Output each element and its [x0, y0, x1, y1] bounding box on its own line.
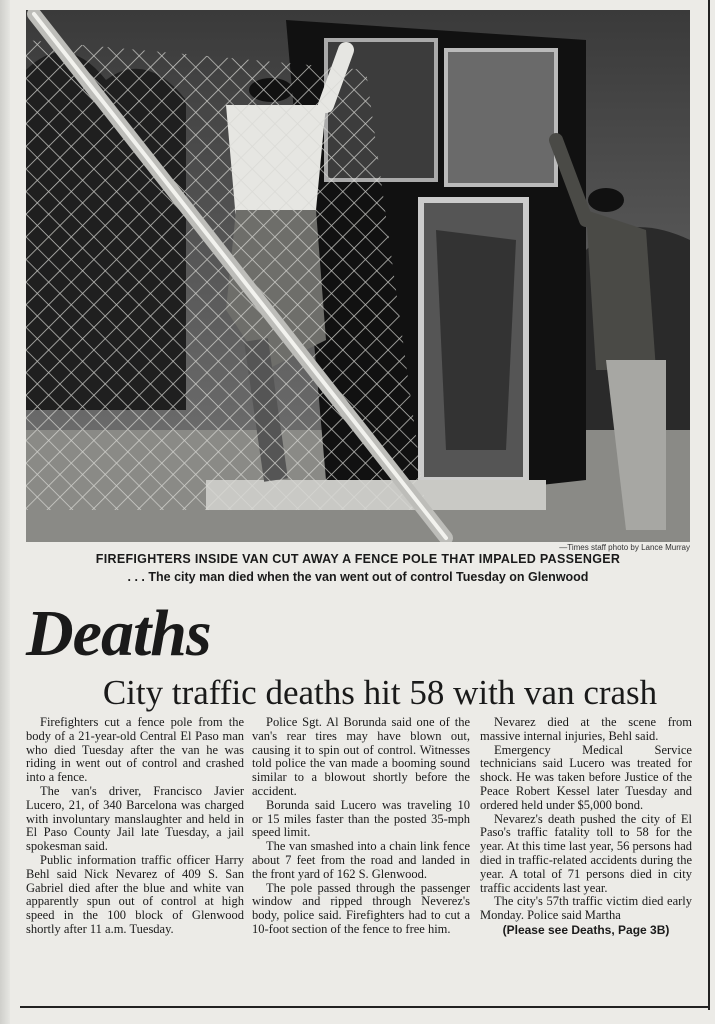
paragraph: Emergency Medical Service technicians said Lucero was treated for shock. He was taken before Justice of the Peace Robert Kessel later Tuesday and ordered held under $5,000 bond.	[480, 742, 692, 812]
paragraph: The pole passed through the passenger window and ripped through Neverez's body, police said. Firefighters had to cut a 10-foot section of the fence to free him.	[252, 880, 470, 936]
paragraph: The van smashed into a chain link fence about 7 feet from the road and landed in the front yard of 162 S. Glenwood.	[252, 839, 470, 881]
article-column-1	[26, 716, 244, 937]
column-rule	[708, 0, 710, 1010]
news-photo	[26, 10, 690, 542]
paragraph: Nevarez's death pushed the city of El Paso's traffic fatality toll to 58 for the year. At this time last year, 56 persons had died in traffic-related accidents during the year. A total of 71 persons died in city traffic accidents last year.	[480, 811, 692, 895]
article-column-3	[480, 716, 692, 938]
paragraph: The van's driver, Francisco Javier Lucero, 21, of 340 Barcelona was charged with involuntary manslaughter and held in El Paso County Jail late Tuesday, a jail spokesman said.	[26, 783, 244, 854]
paragraph: The city's 57th traffic victim died early Monday. Police said Martha	[480, 894, 692, 923]
paragraph: Nevarez died at the scene from massive internal injuries, Behl said.	[480, 715, 692, 743]
section-title: Deaths	[26, 597, 211, 670]
headline: City traffic deaths hit 58 with van crash	[102, 673, 658, 712]
article-column-2	[252, 716, 470, 937]
paragraph: Public information traffic officer Harry Behl said Nick Nevarez of 409 S. San Gabriel died after the blue and white van apparently spun out of control at high speed in the 100 block of Glenwood shortly after 11 a.m. Tuesday.	[26, 852, 244, 936]
photo-credit: —Times staff photo by Lance Murray	[559, 543, 690, 552]
paragraph: Firefighters cut a fence pole from the body of a 21-year-old Central El Paso man who died Tuesday after the van he was riding in went out of control and crashed into a fence.	[26, 715, 244, 785]
page-edge	[0, 0, 10, 1024]
photo-illustration	[26, 10, 690, 542]
jump-reference: (Please see Deaths, Page 3B)	[502, 922, 670, 937]
paragraph: Police Sgt. Al Borunda said one of the van's rear tires may have blown out, causing it to spin out of control. Witnesses told police the van made a booming sound similar to a blowout shortly before the accident.	[252, 715, 470, 798]
bottom-rule	[20, 1006, 710, 1008]
photo-caption-text: . . . The city man died when the van went out of control Tuesday on Glenwood	[127, 570, 589, 584]
paragraph: Borunda said Lucero was traveling 10 or 15 miles faster than the posted 35-mph speed limit.	[252, 797, 470, 840]
photo-caption-heading: FIREFIGHTERS INSIDE VAN CUT AWAY A FENCE POLE THAT IMPALED PASSENGER	[95, 552, 621, 566]
